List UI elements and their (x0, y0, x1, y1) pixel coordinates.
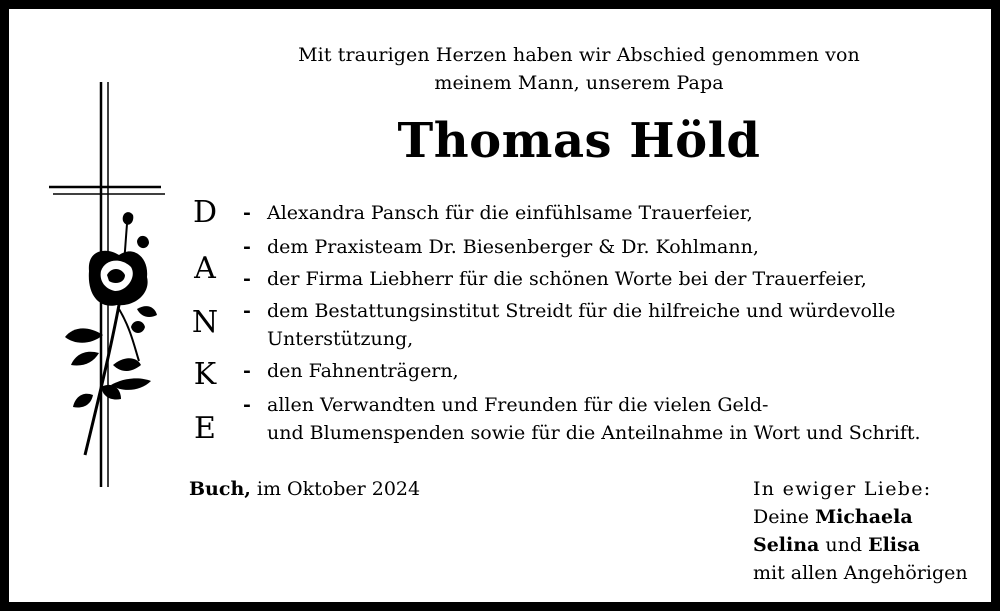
item-dash: - (243, 394, 251, 416)
place-and-date (189, 475, 420, 503)
danke-letter-e: E (194, 411, 216, 446)
danke-letter-n: N (191, 305, 219, 340)
thanks-item-text: Alexandra Pansch für die einfühlsame Trauerfeier, (267, 202, 753, 224)
danke-letter-d: D (192, 195, 218, 230)
signature-line-3: mit allen Angehörigen (753, 562, 968, 584)
signature-joiner: und (825, 534, 863, 556)
thanks-item-text-continued: und Blumenspenden sowie für die Anteilnahme in Wort und Schrift. (267, 422, 921, 444)
intro-line-1: Mit traurigen Herzen haben wir Abschied genommen von (298, 44, 860, 66)
signature-name-selina: Selina (753, 534, 820, 556)
thanks-item-text: dem Praxisteam Dr. Biesenberger & Dr. Kohlmann, (267, 236, 759, 258)
rose-icon (65, 212, 157, 455)
item-dash: - (243, 360, 251, 382)
danke-letter-k: K (193, 357, 217, 392)
thanks-item-text: dem Bestattungsinstitut Streidt für die hilfreiche und würdevolle (267, 300, 896, 322)
danke-letter-a: A (194, 251, 216, 286)
place: Buch, (189, 478, 251, 500)
thanks-item-text: allen Verwandten und Freunden für die vielen Geld- (267, 394, 769, 416)
thanks-item-text-continued: Unterstützung, (267, 328, 414, 350)
item-dash: - (243, 300, 251, 322)
signature-line-1 (753, 503, 968, 531)
signature-prefix: Deine (753, 506, 810, 528)
item-dash: - (243, 268, 251, 290)
intro-line-2: meinem Mann, unserem Papa (434, 72, 724, 94)
signature-name-elisa: Elisa (868, 534, 921, 556)
signature-line-2 (753, 531, 968, 559)
thanks-item-text: den Fahnenträgern, (267, 360, 459, 382)
item-dash: - (243, 236, 251, 258)
signature-block (753, 475, 968, 587)
date: im Oktober 2024 (256, 478, 421, 500)
signature-heading: In ewiger Liebe: (753, 478, 932, 500)
thanks-item-text: der Firma Liebherr für die schönen Worte bei der Trauerfeier, (267, 268, 867, 290)
signature-name-michaela: Michaela (815, 506, 913, 528)
deceased-name: Thomas Höld (397, 113, 761, 169)
item-dash: - (243, 202, 251, 224)
